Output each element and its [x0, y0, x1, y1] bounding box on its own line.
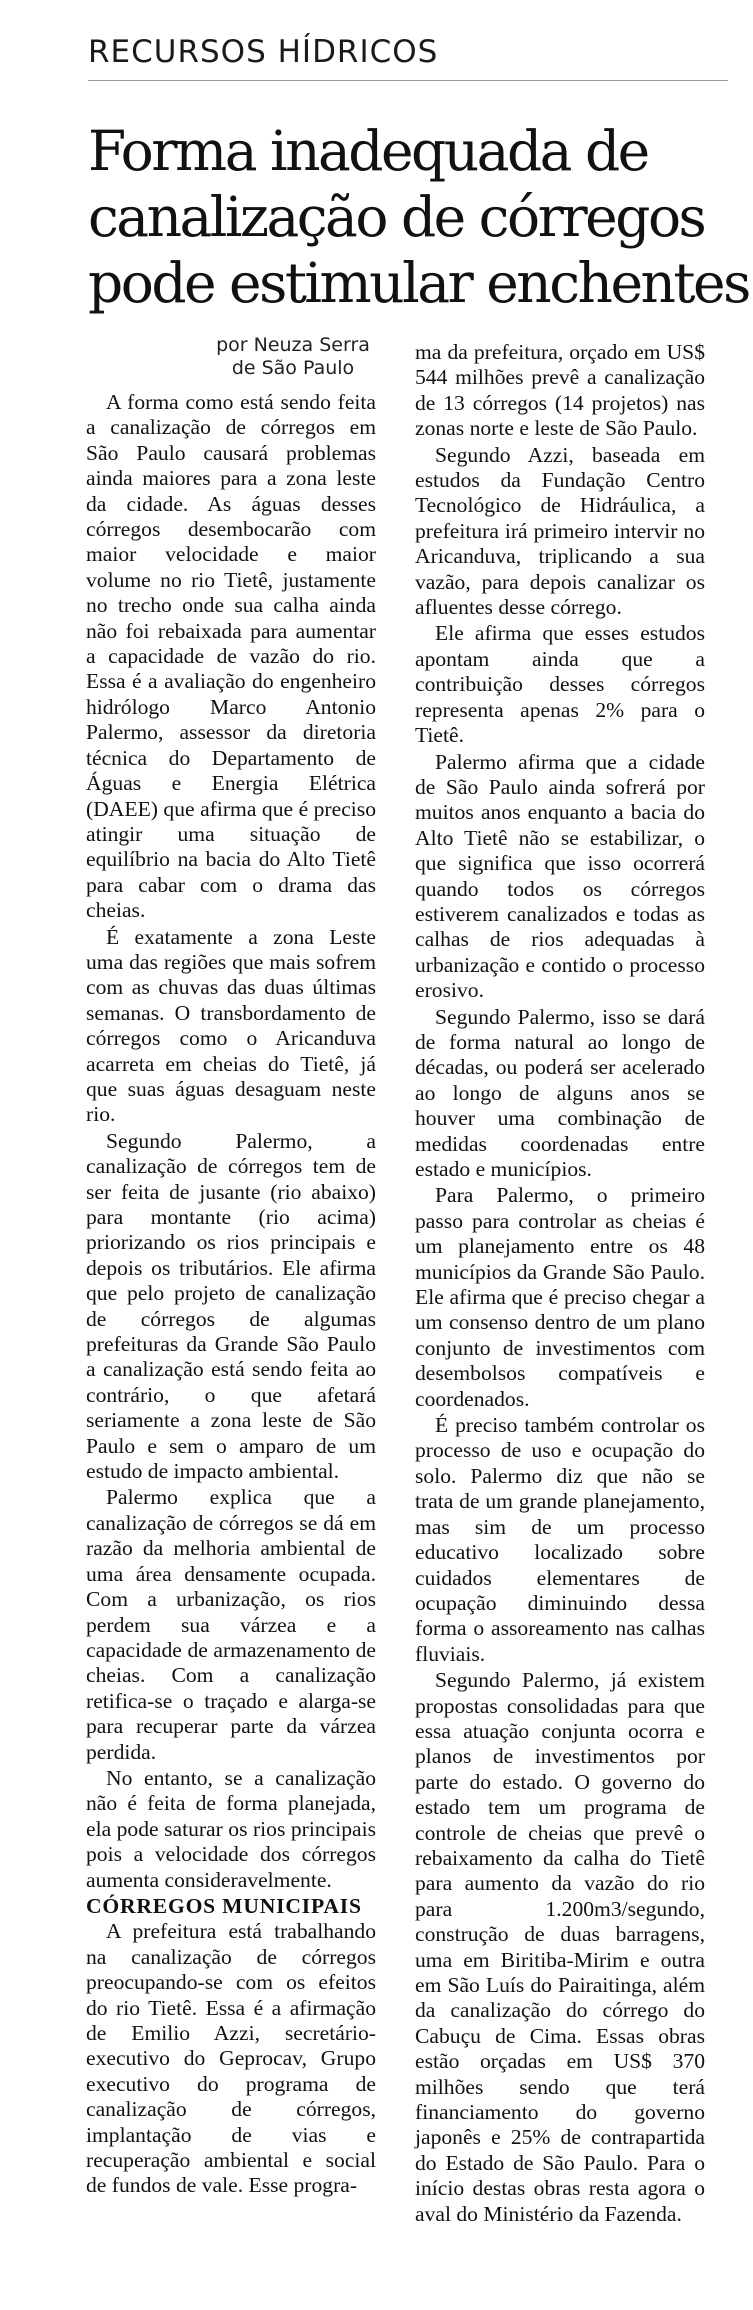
- headline-line: pode estimular enchentes: [88, 251, 749, 315]
- section-label: RECURSOS HÍDRICOS: [88, 34, 439, 70]
- article-column-left: [86, 390, 376, 2200]
- paragraph: Palermo afirma que a cidade de São Paulo ainda sofrerá por muitos anos enquanto a bacia do Alto Tietê não se estabilizar, o que significa que isso ocorrerá quando todos os córregos estiverem canalizados e todas as calhas de rios adequadas à urbanização e contido o processo erosivo.: [415, 749, 705, 1003]
- paragraph-continued: ma da prefeitura, orçado em US$ 544 milhões prevê a canalização de 13 córregos (14 projetos) nas zonas norte e leste de São Paulo.: [415, 340, 705, 441]
- paragraph: É exatamente a zona Leste uma das regiões que mais sofrem com as chuvas das duas últimas semanas. O transbordamento de córregos como o Aricanduva acarreta em cheias do Tietê, já que suas águas desaguam neste rio.: [86, 924, 376, 1127]
- paragraph: Ele afirma que esses estudos apontam ainda que a contribuição desses córregos representa apenas 2% para o Tietê.: [415, 621, 705, 748]
- byline: [198, 334, 388, 380]
- subheading: CÓRREGOS MUNICIPAIS: [86, 1893, 362, 1918]
- headline-line: Forma inadequada de: [88, 119, 648, 183]
- paragraph: Segundo Palermo, isso se dará de forma natural ao longo de décadas, ou poderá ser acelerado ao longo de alguns anos se houver uma combinação de medidas coordenadas entre estado e municípios.: [415, 1004, 705, 1181]
- paragraph: Para Palermo, o primeiro passo para controlar as cheias é um planejamento entre os 48 municípios da Grande São Paulo. Ele afirma que é preciso chegar a um consenso dentro de um plano conjunto de investimentos com desembolsos compatíveis e coordenados.: [415, 1183, 705, 1411]
- article-column-right: [415, 340, 705, 2228]
- byline-author: por Neuza Serra: [216, 334, 370, 356]
- paragraph: Segundo Palermo, a canalização de córregos tem de ser feita de jusante (rio abaixo) para montante (rio acima) priorizando os rios principais e depois os tributários. Ele afirma que pelo projeto de canalização de córregos de algumas prefeituras da Grande São Paulo a canalização está sendo feita ao contrário, o que afetará seriamente a zona leste de São Paulo e sem o amparo de um estudo de impacto ambiental.: [86, 1128, 376, 1484]
- paragraph: A prefeitura está trabalhando na canalização de córregos preocupando-se com os efeitos do rio Tietê. Essa é a afirmação de Emilio Azzi, secretário-executivo do Geprocav, Grupo executivo do programa de canalização de córregos, implantação de vias e recuperação ambiental e social de fundos de vale. Esse progra-: [86, 1919, 376, 2198]
- paragraph: Segundo Palermo, já existem propostas consolidadas para que essa atuação conjunta ocorra e planos de investimentos por parte do estado. O governo do estado tem um programa de controle de cheias que prevê o rebaixamento da calha do Tietê para aumento da vazão do rio para 1.200m3/segundo, construção de duas barragens, uma em Biritiba-Mirim e outra em São Luís do Pairaitinga, além da canalização do córrego do Cabuçu de Cima. Essas obras estão orçadas em US$ 370 milhões sendo que terá financiamento do governo japonês e 25% de contrapartida do Estado de São Paulo. Para o início destas obras resta agora o aval do Ministério da Fazenda.: [415, 1668, 705, 2226]
- section-divider: [88, 80, 728, 81]
- paragraph: Segundo Azzi, baseada em estudos da Fundação Centro Tecnológico de Hidráulica, a prefeitura irá primeiro intervir no Aricanduva, triplicando a sua vazão, para depois canalizar os afluentes desse córrego.: [415, 442, 705, 620]
- headline: [88, 118, 749, 316]
- paragraph: É preciso também controlar os processo de uso e ocupação do solo. Palermo diz que não se trata de um grande planejamento, mas sim de um processo educativo localizado sobre cuidados elementares de ocupação diminuindo dessa forma o assoreamento nas calhas fluviais.: [415, 1413, 705, 1666]
- paragraph: No entanto, se a canalização não é feita de forma planejada, ela pode saturar os rios principais pois a velocidade dos córregos aumenta consideravelmente.: [86, 1765, 376, 1892]
- paragraph: Palermo explica que a canalização de córregos se dá em razão da melhoria ambiental de uma área densamente ocupada. Com a urbanização, os rios perdem sua várzea e a capacidade de armazenamento de cheias. Com a canalização retifica-se o traçado e alarga-se para recuperar parte da várzea perdida.: [86, 1485, 376, 1764]
- byline-location: de São Paulo: [231, 357, 355, 379]
- headline-line: canalização de córregos: [88, 185, 705, 249]
- paragraph: A forma como está sendo feita a canalização de córregos em São Paulo causará problemas ainda maiores para a zona leste da cidade. As águas desses córregos desembocarão com maior velocidade e maior volume no rio Tietê, justamente no trecho onde sua calha ainda não foi rebaixada para aumentar a capacidade de vazão do rio. Essa é a avaliação do engenheiro hidrólogo Marco Antonio Palermo, assessor da diretoria técnica do Departamento de Águas e Energia Elétrica (DAEE) que afirma que é preciso atingir uma situação de equilíbrio na bacia do Alto Tietê para cabar com o drama das cheias.: [86, 390, 376, 923]
